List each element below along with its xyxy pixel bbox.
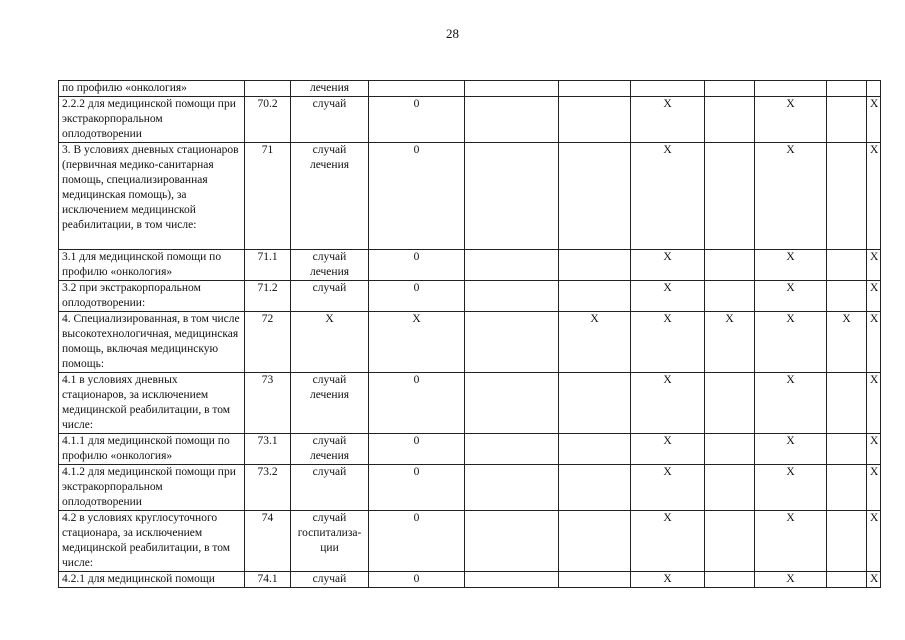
value-cell-4: X <box>631 572 705 588</box>
value-cell-7 <box>827 572 867 588</box>
value-cell-1: 0 <box>369 572 465 588</box>
value-cell-2 <box>465 572 559 588</box>
value-cell-8 <box>867 81 881 97</box>
row-number-cell: 73 <box>245 373 291 434</box>
value-cell-8: X <box>867 434 881 465</box>
value-cell-4: X <box>631 281 705 312</box>
value-cell-1 <box>369 81 465 97</box>
table-row <box>59 434 881 465</box>
value-cell-3: X <box>559 312 631 373</box>
value-cell-7 <box>827 97 867 143</box>
value-cell-7 <box>827 511 867 572</box>
value-cell-5 <box>705 97 755 143</box>
value-cell-3 <box>559 373 631 434</box>
value-cell-4: X <box>631 465 705 511</box>
value-cell-6: X <box>755 465 827 511</box>
unit-cell: случай лечения <box>291 143 369 250</box>
value-cell-4: X <box>631 312 705 373</box>
value-cell-1: 0 <box>369 281 465 312</box>
value-cell-1: 0 <box>369 250 465 281</box>
unit-cell: случай <box>291 465 369 511</box>
value-cell-2 <box>465 312 559 373</box>
value-cell-8: X <box>867 373 881 434</box>
value-cell-5: X <box>705 312 755 373</box>
unit-cell: лечения <box>291 81 369 97</box>
row-number-cell: 71 <box>245 143 291 250</box>
row-number-cell: 71.1 <box>245 250 291 281</box>
value-cell-3 <box>559 81 631 97</box>
value-cell-7 <box>827 81 867 97</box>
table-row <box>59 281 881 312</box>
value-cell-3 <box>559 511 631 572</box>
row-number-cell: 73.1 <box>245 434 291 465</box>
value-cell-5 <box>705 465 755 511</box>
row-name-cell: 4.1.1 для медицинской помощи по профилю «онкология» <box>59 434 245 465</box>
value-cell-1: 0 <box>369 143 465 250</box>
value-cell-6: X <box>755 373 827 434</box>
value-cell-2 <box>465 434 559 465</box>
value-cell-1: X <box>369 312 465 373</box>
table-row <box>59 143 881 250</box>
value-cell-4: X <box>631 143 705 250</box>
value-cell-2 <box>465 250 559 281</box>
value-cell-8: X <box>867 143 881 250</box>
unit-cell: случай госпитализа-ции <box>291 511 369 572</box>
value-cell-2 <box>465 511 559 572</box>
value-cell-7 <box>827 281 867 312</box>
table-row <box>59 511 881 572</box>
row-name-cell: 3.1 для медицинской помощи по профилю «онкология» <box>59 250 245 281</box>
value-cell-2 <box>465 373 559 434</box>
row-name-cell: 3.2 при экстракорпоральном оплодотворении: <box>59 281 245 312</box>
value-cell-6: X <box>755 511 827 572</box>
value-cell-7 <box>827 373 867 434</box>
value-cell-3 <box>559 572 631 588</box>
value-cell-3 <box>559 97 631 143</box>
table-row <box>59 81 881 97</box>
value-cell-6: X <box>755 281 827 312</box>
value-cell-4: X <box>631 97 705 143</box>
value-cell-3 <box>559 434 631 465</box>
value-cell-7 <box>827 250 867 281</box>
value-cell-2 <box>465 465 559 511</box>
value-cell-2 <box>465 281 559 312</box>
value-cell-8: X <box>867 281 881 312</box>
value-cell-5 <box>705 250 755 281</box>
row-number-cell: 71.2 <box>245 281 291 312</box>
value-cell-8: X <box>867 465 881 511</box>
row-name-cell: 4.2.1 для медицинской помощи <box>59 572 245 588</box>
value-cell-8: X <box>867 511 881 572</box>
value-cell-4: X <box>631 511 705 572</box>
unit-cell: случай <box>291 281 369 312</box>
value-cell-8: X <box>867 250 881 281</box>
value-cell-1: 0 <box>369 97 465 143</box>
row-name-cell: 4. Специализированная, в том числе высокотехнологичная, медицинская помощь, включая медицинскую помощь: <box>59 312 245 373</box>
value-cell-4: X <box>631 434 705 465</box>
value-cell-6: X <box>755 434 827 465</box>
value-cell-5 <box>705 281 755 312</box>
row-name-cell: по профилю «онкология» <box>59 81 245 97</box>
table-row <box>59 312 881 373</box>
unit-cell: случай <box>291 572 369 588</box>
value-cell-5 <box>705 143 755 250</box>
value-cell-6: X <box>755 143 827 250</box>
value-cell-2 <box>465 97 559 143</box>
unit-cell: случай лечения <box>291 434 369 465</box>
value-cell-2 <box>465 81 559 97</box>
value-cell-7 <box>827 434 867 465</box>
table-row <box>59 572 881 588</box>
unit-cell: случай лечения <box>291 250 369 281</box>
row-name-cell: 4.2 в условиях круглосуточного стационара, за исключением медицинской реабилитации, в том числе: <box>59 511 245 572</box>
value-cell-7 <box>827 465 867 511</box>
value-cell-8: X <box>867 312 881 373</box>
row-name-cell: 2.2.2 для медицинской помощи при экстракорпоральном оплодотворении <box>59 97 245 143</box>
row-name-cell: 4.1 в условиях дневных стационаров, за исключением медицинской реабилитации, в том числе: <box>59 373 245 434</box>
value-cell-3 <box>559 281 631 312</box>
value-cell-4: X <box>631 250 705 281</box>
unit-cell: случай <box>291 97 369 143</box>
row-name-cell: 3. В условиях дневных стационаров (первичная медико-санитарная помощь, специализированная медицинская помощь), за исключением медицинской реабилитации, в том числе: <box>59 143 245 250</box>
table-row <box>59 373 881 434</box>
row-number-cell: 73.2 <box>245 465 291 511</box>
value-cell-1: 0 <box>369 373 465 434</box>
value-cell-8: X <box>867 572 881 588</box>
value-cell-6 <box>755 81 827 97</box>
value-cell-2 <box>465 143 559 250</box>
value-cell-4 <box>631 81 705 97</box>
value-cell-4: X <box>631 373 705 434</box>
value-cell-1: 0 <box>369 465 465 511</box>
value-cell-5 <box>705 434 755 465</box>
value-cell-7 <box>827 143 867 250</box>
value-cell-5 <box>705 373 755 434</box>
unit-cell: случай лечения <box>291 373 369 434</box>
value-cell-6: X <box>755 250 827 281</box>
value-cell-1: 0 <box>369 434 465 465</box>
row-number-cell: 74.1 <box>245 572 291 588</box>
value-cell-8: X <box>867 97 881 143</box>
row-name-cell: 4.1.2 для медицинской помощи при экстракорпоральном оплодотворении <box>59 465 245 511</box>
value-cell-5 <box>705 572 755 588</box>
value-cell-5 <box>705 511 755 572</box>
table-row <box>59 250 881 281</box>
unit-cell: X <box>291 312 369 373</box>
value-cell-5 <box>705 81 755 97</box>
value-cell-3 <box>559 465 631 511</box>
value-cell-3 <box>559 143 631 250</box>
value-cell-6: X <box>755 97 827 143</box>
row-number-cell <box>245 81 291 97</box>
table-row <box>59 465 881 511</box>
value-cell-3 <box>559 250 631 281</box>
value-cell-1: 0 <box>369 511 465 572</box>
value-cell-7: X <box>827 312 867 373</box>
data-table <box>58 80 881 588</box>
row-number-cell: 70.2 <box>245 97 291 143</box>
page-number: 28 <box>446 26 459 41</box>
value-cell-6: X <box>755 312 827 373</box>
row-number-cell: 74 <box>245 511 291 572</box>
table-row <box>59 97 881 143</box>
value-cell-6: X <box>755 572 827 588</box>
row-number-cell: 72 <box>245 312 291 373</box>
